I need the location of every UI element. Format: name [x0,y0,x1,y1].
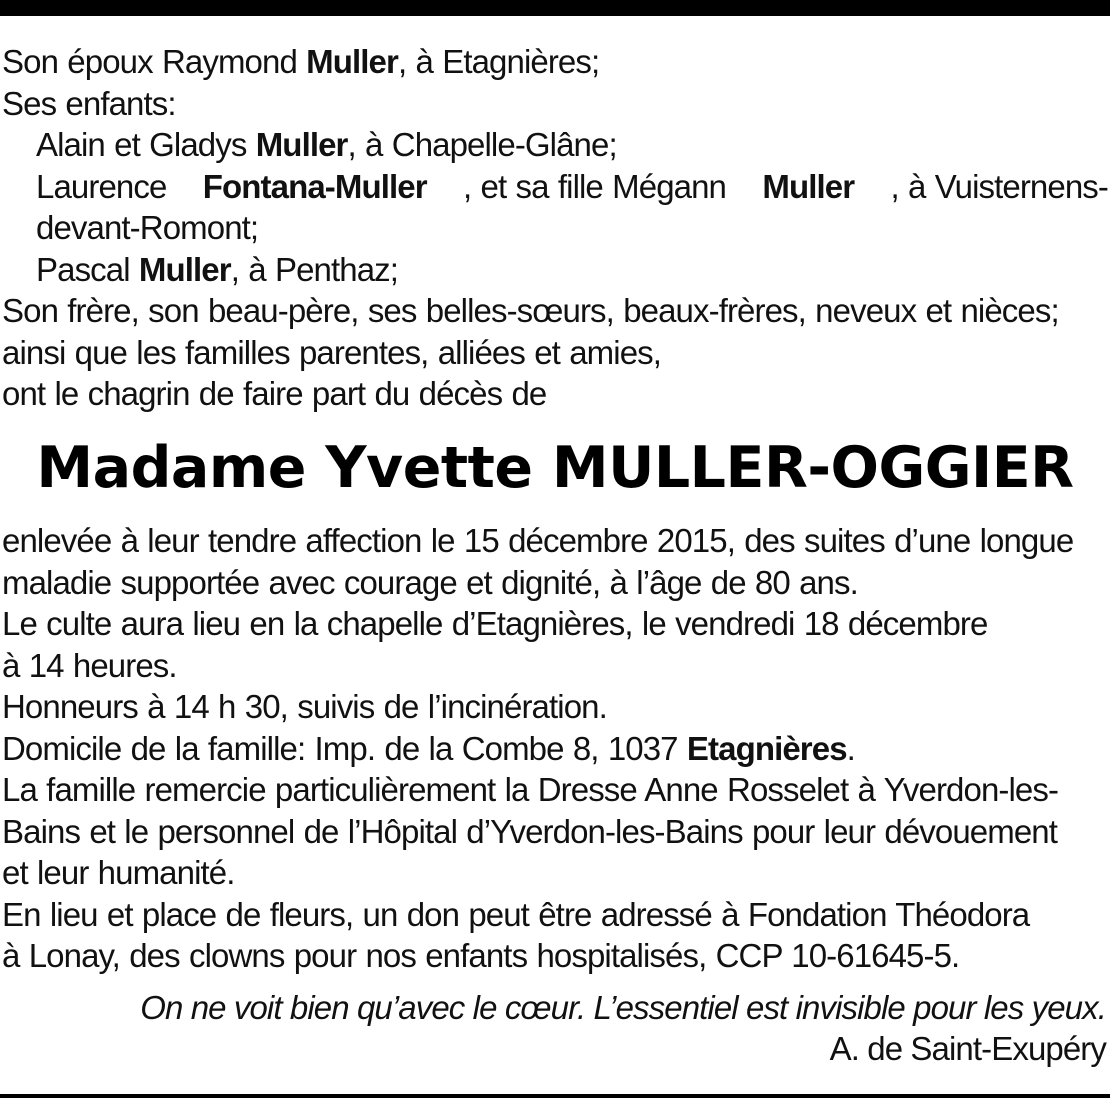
child-line-1 [2,124,1108,166]
child1-prefix: Alain et Gladys [36,126,256,163]
child2-surname2: Muller [762,167,855,205]
child3-prefix: Pascal [36,250,139,288]
family-list [2,41,1108,415]
relatives-line: Son frère, son beau-père, ses belles-sœurs, beaux-frères, neveux et nièces; [2,292,1059,329]
child2-prefix: Laurence [36,167,167,205]
child-line-2 [2,166,1108,208]
child2-middle: , et sa fille Mégann [463,167,727,205]
child1-surname: Muller [255,126,348,163]
spouse-line [2,41,1108,83]
child3-surname: Muller [138,250,231,288]
top-rule [0,0,1110,16]
deceased-name: Madame Yvette MULLER-OGGIER [36,435,1074,501]
bottom-rule [0,1094,1110,1098]
details-line-2: maladie supportée avec courage et dignité, à l’âge de 80 ans. [2,563,858,601]
details-line-8: Bains et le personnel de l’Hôpital d’Yverdon-les-Bains pour leur dévouement [2,812,1057,850]
child1-suffix: , à Chapelle-Glâne; [347,126,617,163]
spouse-surname: Muller [306,43,398,80]
domicile-line [2,728,1108,770]
details-line-11: à Lonay, des clowns pour nos enfants hospitalisés, CCP 10-61645-5. [2,937,960,974]
details-line-4: à 14 heures. [2,646,177,684]
quote-text: On ne voit bien qu’avec le cœur. L’essentiel est invisible pour les yeux. [140,989,1106,1026]
details-line-3: Le culte aura lieu en la chapelle d’Etagnières, le vendredi 18 décembre [2,605,988,642]
domicile-prefix: Domicile de la famille: Imp. de la Combe 8, 1037 [2,729,687,767]
domicile-place: Etagnières [686,729,847,767]
child2-suffix: , à Vuisternens- [890,167,1108,205]
child2-surname: Fontana-Muller [202,167,427,205]
children-heading: Ses enfants: [2,84,176,122]
spouse-suffix: , à Etagnières; [397,43,600,80]
announcement-line: ont le chagrin de faire part du décès de [2,375,547,412]
details-line-5: Honneurs à 14 h 30, suivis de l’incinération. [2,688,607,725]
spouse-prefix: Son époux Raymond [2,43,307,80]
details-line-10: En lieu et place de fleurs, un don peut être adressé à Fondation Théodora [2,895,1030,933]
details-line-9: et leur humanité. [2,854,235,891]
families-line: ainsi que les familles parentes, alliées et amies, [2,333,662,371]
details-line-7: La famille remercie particulièrement la Dresse Anne Rosselet à Yverdon-les- [2,771,1059,808]
details-block [2,520,1108,977]
child-line-2-continuation: devant-Romont; [36,209,259,246]
quote-author: A. de Saint-Exupéry [829,1030,1106,1067]
details-line-1: enlevée à leur tendre affection le 15 décembre 2015, des suites d’une longue [2,522,1074,559]
child-line-3 [2,249,1108,291]
child3-suffix: , à Penthaz; [230,250,399,288]
closing-quote [0,987,1106,1069]
domicile-suffix: . [846,729,855,767]
